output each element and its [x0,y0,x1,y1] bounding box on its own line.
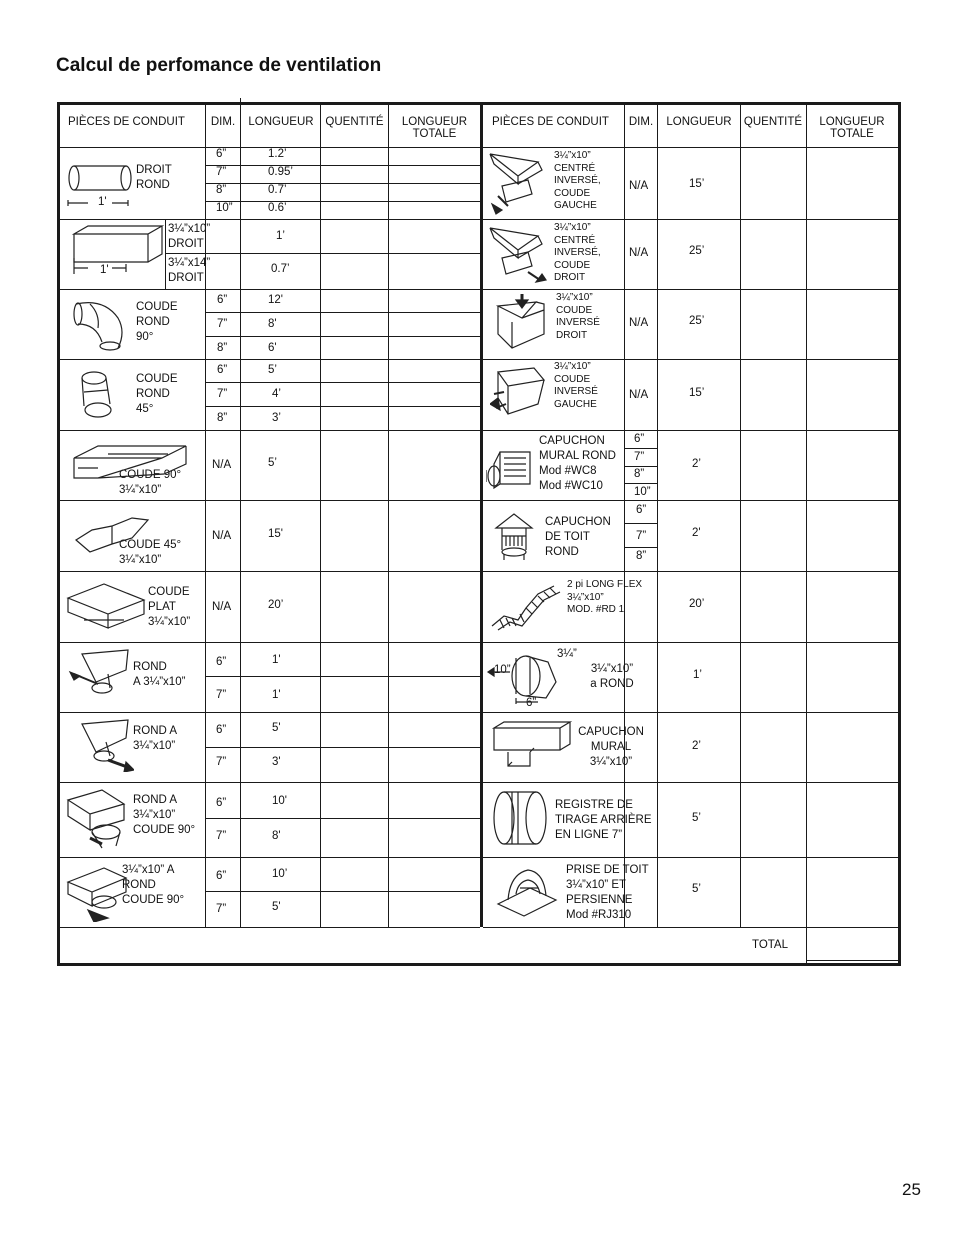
dim-value: 8” [217,412,228,424]
scale-label: 1' [98,196,107,208]
length-value: 5’ [268,457,277,469]
round-wall-cap-icon [486,444,538,496]
part-label: COUDE ROND 45° [136,373,178,415]
row-line [483,359,898,360]
round-roof-cap-icon [492,512,538,562]
dim-value: 6” [216,724,227,736]
centered-inverse-right-elbow-icon [488,222,552,288]
grid-line [388,104,389,927]
length-value: 1’ [276,230,285,242]
part-label: 3¼”x10” CENTRÉ INVERSÉ, COUDE DROIT [554,222,601,283]
flex-duct-icon [490,580,562,632]
length-value: 8' [272,830,281,842]
round-straight-duct-icon [66,160,136,212]
part-label: COUDE ROND 90° [136,301,178,343]
inverse-right-elbow-icon [492,294,552,356]
page-title: Calcul de perfomance de ventilation [56,55,382,76]
sub-row-line [205,747,480,748]
length-value: 5’ [692,812,701,824]
column-header: DIM. [210,116,236,128]
length-value: 1’ [693,669,702,681]
rect-to-round-transition-icon [486,648,566,708]
dim-value: 6” [634,433,645,445]
dim-value: 7” [216,689,227,701]
length-value: 4’ [272,388,281,400]
dim-value: 6” [217,364,228,376]
part-label: ROND A 3¼”x10” [133,661,186,688]
length-value: 0.6’ [268,202,287,214]
grid-line [657,104,658,927]
dim-value: 7” [217,388,228,400]
sub-row-line [205,336,480,337]
length-value: 5’ [268,364,277,376]
length-value: 20’ [268,599,284,611]
dim-value: 7” [217,318,228,330]
roof-louver-vent-icon [494,860,560,920]
part-label: COUDE 45° 3¼”x10” [119,539,182,566]
dim-value: N/A [629,180,649,192]
length-value: 3' [272,756,281,768]
length-value: 8' [268,318,277,330]
dim-value: 7” [634,451,645,463]
sub-row-line [624,523,657,524]
part-label: COUDE PLAT 3¼”x10” [148,586,191,628]
dim-value: N/A [212,530,232,542]
length-value: 15' [268,528,283,540]
part-label: REGISTRE DE TIRAGE ARRIÈRE EN LIGNE 7” [555,799,652,841]
column-header: PIÈCES DE CONDUIT [68,116,185,128]
round-90-elbow-icon [70,294,128,354]
sub-row-line [240,253,480,254]
column-header: DIM. [628,116,654,128]
length-value: 5' [272,722,281,734]
part-label: 3¼”x10” COUDE INVERSÉ GAUCHE [554,361,598,410]
column-header: QUENTITÉ [743,116,803,128]
part-label: ROND A 3¼”x10” COUDE 90° [133,794,196,836]
row-line [60,359,480,360]
row-line [60,500,480,501]
part-label: COUDE 90° 3¼”x10” [119,469,182,496]
row-line [483,712,898,713]
part-label: 3¼”x10” DROIT [168,223,211,250]
length-value: 1' [272,654,281,666]
dim-value: 7” [636,530,647,542]
length-value: 0.7’ [271,263,290,275]
sub-row-line [205,406,480,407]
row-line [60,219,480,220]
sub-row-line [624,547,657,548]
rect-90-elbow-icon [68,438,188,488]
length-value: 10’ [272,868,288,880]
length-value: 15’ [689,387,705,399]
dim-value: 7” [216,903,227,915]
row-line [60,782,480,783]
part-label: CAPUCHON DE TOIT ROND [545,516,611,558]
length-value: 0.95’ [268,166,293,178]
rect-to-round-90-elbow-icon [64,862,134,922]
page-number: 25 [902,1180,921,1199]
dim-value: 8” [634,468,645,480]
part-label: 3¼”x10” A ROND COUDE 90° [122,864,185,906]
dim-value: 8” [217,342,228,354]
round-45-elbow-icon [76,366,120,422]
row-line [60,430,480,431]
round-to-rect-90-elbow-icon [62,786,134,852]
rect-straight-duct-icon [66,222,164,282]
row-line [483,219,898,220]
dim-value: N/A [629,317,649,329]
sub-row-line [624,448,657,449]
dim-value: N/A [629,247,649,259]
length-value: 2' [692,527,701,539]
part-label: 3¼”x10” CENTRÉ INVERSÉ, COUDE GAUCHE [554,150,601,211]
row-line [483,642,898,643]
dim-value: 6” [217,294,228,306]
column-header: LONGUEUR [666,116,732,128]
dim-value: N/A [212,601,232,613]
column-header: LONGUEUR [248,116,314,128]
row-line [483,147,898,148]
centered-inverse-left-elbow-icon [488,150,550,216]
sub-row-line [205,183,480,184]
length-value: 3’ [272,412,281,424]
length-value: 2’ [692,740,701,752]
row-line [483,289,898,290]
part-label: PRISE DE TOIT 3¼”x10” ET PERSIENNE Mod #RJ310 [566,864,649,921]
row-line [483,430,898,431]
dim-value: 8” [216,184,227,196]
scale-label: 1' [100,264,109,276]
sub-row-line [205,165,480,166]
part-label: 3¼”x14” DROIT [168,257,211,284]
part-label: DROIT ROND [136,164,172,191]
dim-value: 6” [216,870,227,882]
column-header: LONGUEUR TOTALE [819,116,885,140]
dim-value: 8” [636,550,647,562]
dim-value: N/A [629,389,649,401]
length-value: 20’ [689,598,705,610]
part-label: ROND A 3¼”x10” [133,725,178,752]
dim-value: 7” [216,166,227,178]
row-line [60,857,480,858]
length-value: 5' [272,901,281,913]
sub-row-line [165,253,240,254]
sub-row-line [624,483,657,484]
grid-line [165,219,166,289]
dim-label: 6” [526,697,537,709]
part-label: CAPUCHON MURAL 3¼”x10” [578,726,644,768]
length-value: 1.2’ [268,148,287,160]
length-value: 25’ [689,315,705,327]
grid-line [240,104,241,927]
row-line [60,712,480,713]
length-value: 12' [268,294,283,306]
inline-backdraft-damper-icon [490,788,554,848]
part-label: CAPUCHON MURAL ROND Mod #WC8 Mod #WC10 [539,435,616,492]
grid-line [240,98,241,106]
dim-value: 6” [636,504,647,516]
column-header: LONGUEUR TOTALE [401,116,468,140]
part-label: 3¼”x10” COUDE INVERSÉ DROIT [556,292,600,341]
grid-line [806,104,807,927]
dim-value: 7” [216,830,227,842]
dim-value: 6” [216,656,227,668]
sub-row-line [205,818,480,819]
dim-value: 10” [216,202,233,214]
dim-value: 6” [216,148,227,160]
total-label: TOTAL [752,939,788,951]
part-label: 2 pi LONG FLEX 3¼”x10” MOD. #RD 1 [567,579,643,615]
row-line [60,927,480,928]
sub-row-line [205,201,480,202]
row-line [483,500,898,501]
dim-value: 10” [634,486,651,498]
column-divider [480,104,483,927]
inverse-left-elbow-icon [490,364,552,426]
row-line [483,782,898,783]
row-line [483,571,898,572]
row-line [60,571,480,572]
length-value: 15’ [689,178,705,190]
sub-row-line [205,676,480,677]
dim-value: 7” [216,756,227,768]
length-value: 0.7’ [268,184,287,196]
sub-row-line [205,312,480,313]
grid-line [740,104,741,927]
length-value: 10' [272,795,287,807]
row-line [60,289,480,290]
sub-row-line [205,382,480,383]
part-label: 3¼”x10” a ROND [590,663,634,690]
length-value: 2’ [692,458,701,470]
column-header: QUENTITÉ [325,116,384,128]
row-line [483,927,898,928]
row-line [483,857,898,858]
column-header: PIÈCES DE CONDUIT [492,116,609,128]
round-to-rect-transition-icon [68,644,134,696]
row-line [60,642,480,643]
length-value: 25’ [689,245,705,257]
dim-label: 3¼” [557,648,577,660]
length-value: 6' [268,342,277,354]
flat-elbow-icon [64,580,148,634]
dim-value: N/A [212,459,232,471]
length-value: 1' [272,689,281,701]
rect-45-elbow-icon [72,510,152,560]
sub-row-line [205,891,480,892]
dim-label: 10” [494,664,511,676]
row-line [806,960,898,961]
grid-line [320,104,321,927]
round-to-rect-transition-2-icon [68,716,134,772]
dim-value: 6” [216,797,227,809]
length-value: 5’ [692,883,701,895]
rect-wall-cap-icon [490,716,572,772]
grid-line [806,927,807,963]
